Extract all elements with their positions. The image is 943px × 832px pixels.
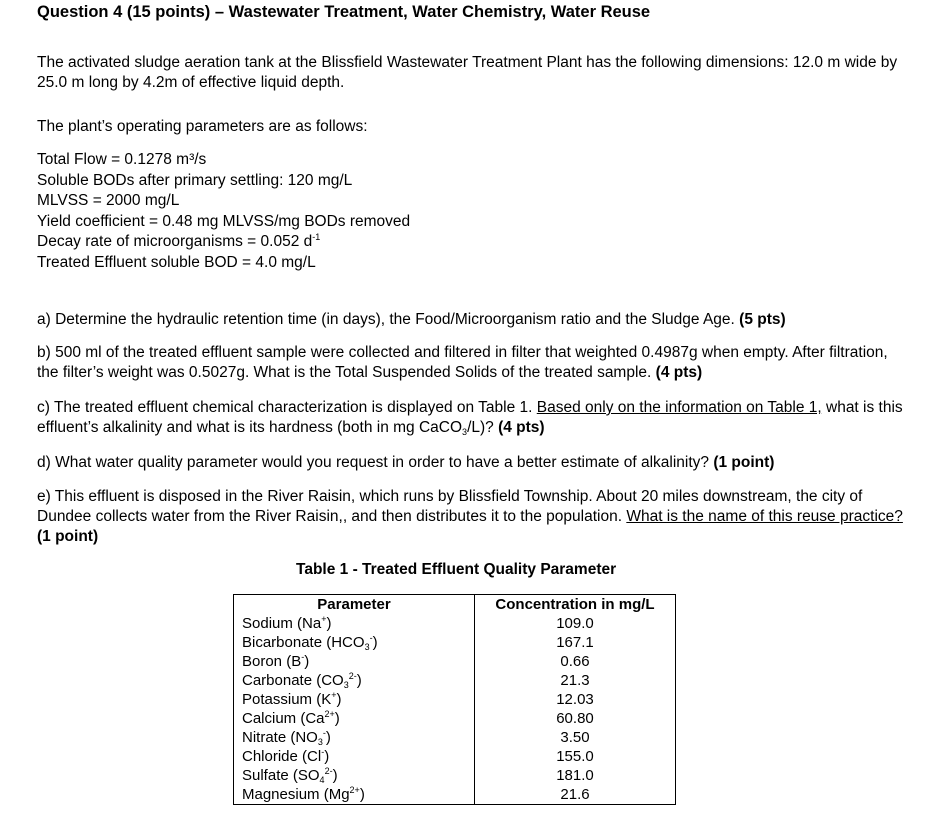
table-row: [234, 633, 676, 652]
table-row: [234, 785, 676, 805]
param-mlvss: MLVSS = 2000 mg/L: [37, 192, 180, 209]
parameter-cell: Boron (B-): [234, 652, 475, 671]
question-c: c) The treated effluent chemical characterization is displayed on Table 1. Based only on the information on Table 1, what is this effluent’s alkalinity and what is its hardness (both in mg CaCO$_3$/L)? (4 pts): [37, 399, 903, 437]
table-row: [234, 766, 676, 785]
concentration-cell: 109.0: [475, 614, 676, 633]
header-parameter: Parameter: [234, 595, 475, 615]
parameter-cell: Carbonate $(CO_3^{2-})$: [234, 671, 475, 690]
concentration-cell: 167.1: [475, 633, 676, 652]
table-row: [234, 709, 676, 728]
concentration-cell: 181.0: [475, 766, 676, 785]
question-b: b) 500 ml of the treated effluent sample were collected and filtered in filter that weighted 0.4987g when empty. After filtration, the filter’s weight was 0.5027g. What is the Total Suspended Solids of the treated sample. (4 pts): [37, 344, 888, 381]
param-decay: Decay rate of microorganisms = 0.052 $d^{-1}$: [37, 232, 321, 250]
table-row: [234, 614, 676, 633]
table-row: [234, 747, 676, 766]
params-intro: The plant’s operating parameters are as follows:: [37, 118, 368, 135]
header-concentration: Concentration in mg/L: [475, 595, 676, 615]
parameter-cell: Chloride (Cl-): [234, 747, 475, 766]
concentration-cell: 60.80: [475, 709, 676, 728]
parameter-cell: Sodium (Na+): [234, 614, 475, 633]
question-e: e) This effluent is disposed in the River Raisin, which runs by Blissfield Township. About 20 miles downstream, the city of Dundee collects water from the River Raisin,, and then distributes it to the population. What is the name of this reuse practice? (1 point): [37, 488, 903, 545]
param-total-flow: Total Flow = 0.1278 m³/s: [37, 151, 207, 168]
question-title: Question 4 (15 points) – Wastewater Treatment, Water Chemistry, Water Reuse: [37, 3, 651, 21]
concentration-cell: 12.03: [475, 690, 676, 709]
concentration-cell: 0.66: [475, 652, 676, 671]
question-a: a) Determine the hydraulic retention time (in days), the Food/Microorganism ratio and the Sludge Age. (5 pts): [37, 311, 786, 328]
parameter-cell: Nitrate $(NO_3^-)$: [234, 728, 475, 747]
table-row: [234, 728, 676, 747]
table-row: [234, 671, 676, 690]
param-yield: Yield coefficient = 0.48 mg MLVSS/mg BODs removed: [37, 212, 411, 230]
concentration-cell: 155.0: [475, 747, 676, 766]
concentration-cell: 3.50: [475, 728, 676, 747]
table-row: [234, 690, 676, 709]
parameter-cell: Bicarbonate $(HCO_3^-)$: [234, 633, 475, 652]
table-row: [234, 652, 676, 671]
concentration-cell: 21.3: [475, 671, 676, 690]
concentration-cell: 21.6: [475, 785, 676, 805]
question-d: d) What water quality parameter would you request in order to have a better estimate of alkalinity? (1 point): [37, 454, 775, 471]
param-bods: Soluble BODs after primary settling: 120 mg/L: [37, 171, 353, 189]
parameter-cell: Potassium (K+): [234, 690, 475, 709]
intro-paragraph: The activated sludge aeration tank at the Blissfield Wastewater Treatment Plant has the following dimensions: 12.0 m wide by 25.0 m long by 4.2m of effective liquid depth.: [37, 54, 898, 91]
param-effluent-bod: Treated Effluent soluble BOD = 4.0 mg/L: [37, 253, 316, 271]
parameter-cell: Calcium $(Ca^{2+})$: [234, 709, 475, 728]
table-caption: Table 1 - Treated Effluent Quality Parameter: [296, 561, 617, 578]
operating-parameters: [37, 150, 907, 273]
parameter-cell: Magnesium $(Mg^{2+})$: [234, 785, 475, 805]
effluent-quality-table: [233, 594, 676, 805]
parameter-cell: Sulfate $(SO_4^{2-})$: [234, 766, 475, 785]
